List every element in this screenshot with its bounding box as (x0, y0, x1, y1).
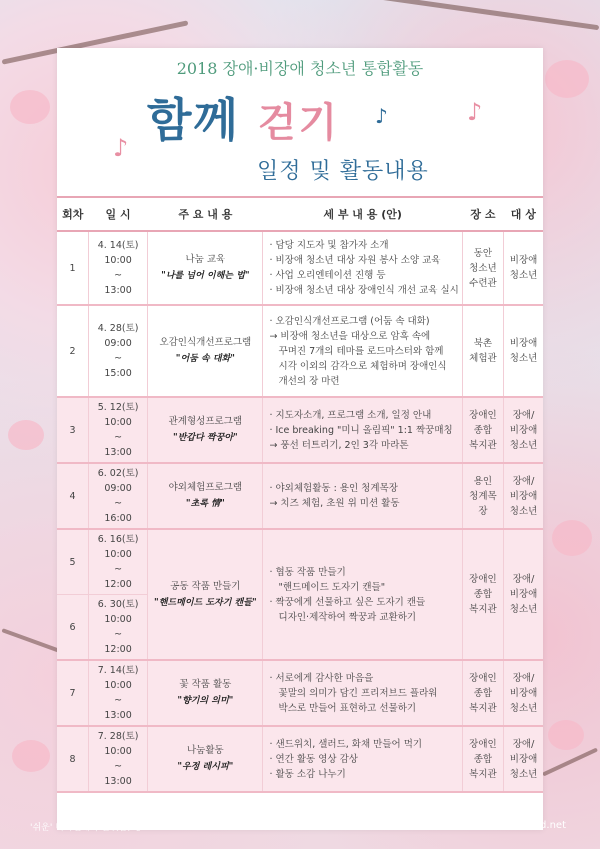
blossom-decoration (545, 60, 589, 98)
main-title (147, 84, 339, 150)
datetime-cell: 6. 30(토) 10:00 ~ 12:00 (88, 595, 147, 661)
target-cell: 장애/ 비장애 청소년 (504, 463, 543, 529)
table-row (57, 463, 543, 529)
session-number: 6 (57, 595, 88, 661)
datetime-cell: 4. 28(토) 09:00 ~ 15:00 (88, 305, 147, 397)
target-cell: 장애/ 비장애 청소년 (504, 660, 543, 726)
footer-credit: '쉬운' 디자인제작 플랫폼, 망고보드 (30, 823, 169, 833)
session-number: 3 (57, 397, 88, 463)
target-cell: 장애/ 비장애 청소년 (504, 397, 543, 463)
program-subtitle: "어둠 속 대화" (175, 354, 235, 364)
program-subtitle: "반갑다 짝꿍아" (173, 433, 238, 443)
table-row (57, 529, 543, 595)
program-title: 관계형성프로그램 (168, 416, 243, 427)
program-subtitle: "향기의 의미" (177, 696, 234, 706)
blossom-decoration (8, 420, 44, 450)
program-cell (148, 660, 263, 726)
header-main-content: 주 요 내 용 (148, 197, 263, 231)
session-number: 1 (57, 231, 88, 305)
details-cell: · 지도자소개, 프로그램 소개, 일정 안내 · Ice breaking "미니 올림픽" 1:1 짝꿍매칭 → 풍선 터트리기, 2인 3각 마라톤 (263, 397, 462, 463)
datetime-cell: 4. 14(토) 10:00 ~ 13:00 (88, 231, 147, 305)
header-datetime: 일 시 (88, 197, 147, 231)
session-number: 4 (57, 463, 88, 529)
place-cell: 동안 청소년 수련관 (462, 231, 503, 305)
program-subtitle: "나를 넘어 이해는 법" (161, 271, 250, 281)
table-row (57, 726, 543, 792)
header-details: 세 부 내 용 (안) (263, 197, 462, 231)
program-cell (148, 463, 263, 529)
datetime-cell: 7. 28(토) 10:00 ~ 13:00 (88, 726, 147, 792)
program-title: 꽃 작품 활동 (179, 679, 232, 690)
program-title: 공동 작품 만들기 (170, 580, 241, 592)
program-title: 야외체험프로그램 (168, 482, 243, 493)
place-cell: 장애인 종합 복지관 (462, 726, 503, 792)
blossom-decoration (10, 90, 50, 124)
place-cell: 용인 청계목장 (462, 463, 503, 529)
session-number: 7 (57, 660, 88, 726)
details-cell: · 샌드위치, 샐러드, 화채 만들어 먹기 · 연간 활동 영상 감상 · 활동 소감 나누기 (263, 726, 462, 792)
details-cell: · 오감인식개선프로그램 (어둠 속 대화) → 비장애 청소년을 대상으로 암흑 속에 꾸며진 7개의 테마를 로드마스터와 함께 시각 이외의 감각으로 체험하며 장애인식 개선의 장 마련 (263, 305, 462, 397)
program-cell (148, 231, 263, 305)
datetime-cell: 5. 12(토) 10:00 ~ 13:00 (88, 397, 147, 463)
music-note-icon: ♪ (467, 98, 483, 126)
program-subtitle: "핸드메이드 도자기 캔들" (154, 597, 257, 608)
header-place: 장 소 (462, 197, 503, 231)
main-title-part2: 걷기 (257, 99, 340, 146)
table-row (57, 305, 543, 397)
session-number: 8 (57, 726, 88, 792)
datetime-cell: 6. 02(토) 09:00 ~ 16:00 (88, 463, 147, 529)
target-cell: 비장애 청소년 (504, 231, 543, 305)
place-cell: 북촌 체험관 (462, 305, 503, 397)
table-row (57, 660, 543, 726)
target-cell: 장애/ 비장애 청소년 (504, 529, 543, 660)
datetime-cell: 6. 16(토) 10:00 ~ 12:00 (88, 529, 147, 595)
music-note-icon: ♪ (375, 104, 388, 128)
place-cell: 장애인 종합 복지관 (462, 397, 503, 463)
main-title-part1: 함께 (147, 93, 240, 147)
program-cell (148, 305, 263, 397)
table-header-row (57, 197, 543, 231)
program-cell (148, 397, 263, 463)
session-number: 5 (57, 529, 88, 595)
program-subtitle: "초록 情" (185, 499, 225, 509)
place-cell: 장애인 종합 복지관 (462, 660, 503, 726)
event-subtitle: 2018 장애·비장애 청소년 통합활동 (176, 59, 424, 78)
footer-url[interactable]: www.mangoboard.net (456, 820, 566, 831)
schedule-table (57, 196, 543, 793)
program-cell (148, 726, 263, 792)
branch-decoration (542, 748, 598, 777)
header-session: 회차 (57, 197, 88, 231)
title-subheading: 일정 및 활동내용 (257, 159, 429, 184)
program-cell (148, 529, 263, 660)
session-number: 2 (57, 305, 88, 397)
datetime-cell: 7. 14(토) 10:00 ~ 13:00 (88, 660, 147, 726)
program-subtitle: "우정 레시피" (177, 762, 234, 772)
blossom-decoration (548, 720, 584, 750)
branch-decoration (381, 0, 600, 30)
blossom-decoration (552, 520, 592, 556)
table-row (57, 397, 543, 463)
target-cell: 비장애 청소년 (504, 305, 543, 397)
blossom-decoration (12, 740, 50, 772)
details-cell: · 서로에게 감사한 마음을 꽃말의 의미가 담긴 프리저브드 플라워 박스로 만들어 표현하고 선물하기 (263, 660, 462, 726)
header-target: 대 상 (504, 197, 543, 231)
table-row (57, 231, 543, 305)
details-cell: · 담당 지도자 및 참가자 소개 · 비장애 청소년 대상 자원 봉사 소양 교육 · 사업 오리엔테이션 진행 등 · 비장애 청소년 대상 장애인식 개선 교육 실시 (263, 231, 462, 305)
target-cell: 장애/ 비장애 청소년 (504, 726, 543, 792)
place-cell: 장애인 종합 복지관 (462, 529, 503, 660)
details-cell: · 야외체험활동 : 용인 청계목장 → 치즈 체험, 초원 위 미션 활동 (263, 463, 462, 529)
schedule-card (57, 48, 543, 830)
program-title: 오감인식개선프로그램 (159, 337, 252, 348)
music-note-icon: ♪ (113, 134, 129, 162)
details-cell: · 협동 작품 만들기 "핸드메이드 도자기 캔들" · 짝꿍에게 선물하고 싶은 도자기 캔들 디자인·제작하여 짝꿍과 교환하기 (263, 529, 462, 660)
program-title: 나눔활동 (186, 745, 224, 756)
program-title: 나눔 교육 (185, 254, 226, 265)
